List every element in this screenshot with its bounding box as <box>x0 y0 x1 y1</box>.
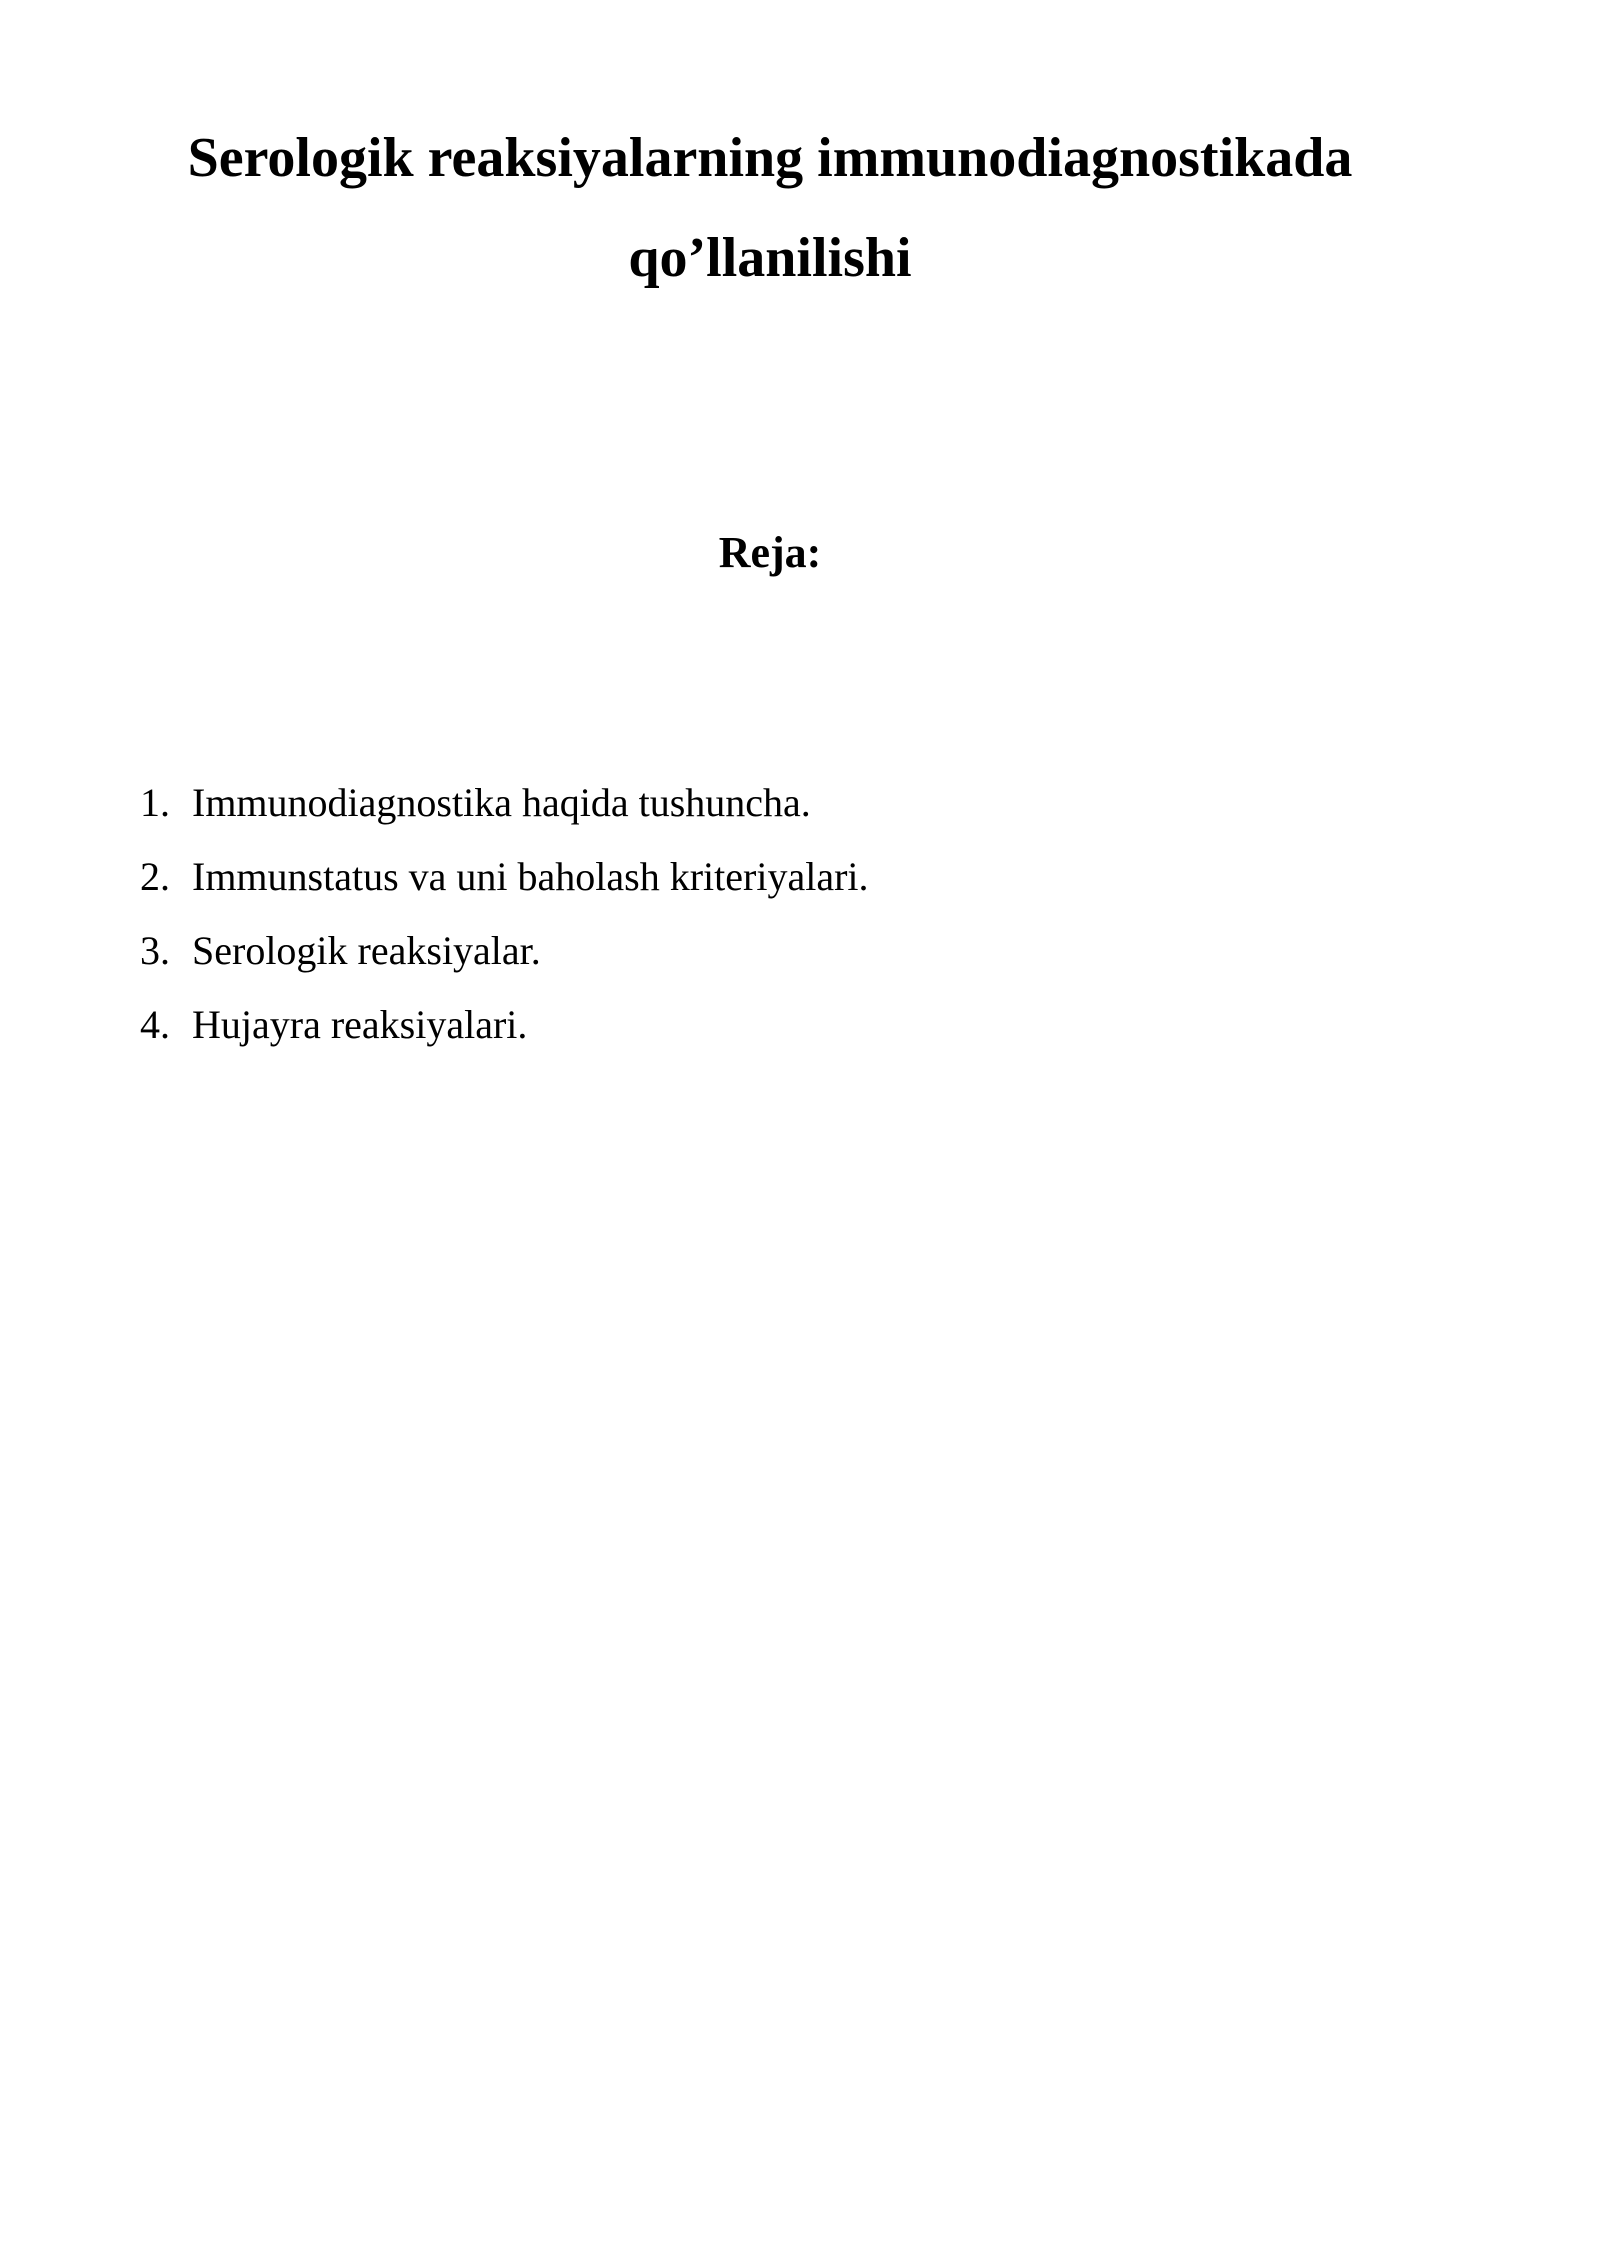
plan-heading: Reja: <box>718 528 822 577</box>
plan-item <box>140 766 1440 840</box>
plan-item-number: 1. <box>140 780 170 825</box>
plan-item <box>140 914 1440 988</box>
plan-item-number: 2. <box>140 854 170 899</box>
plan-item-text: Hujayra reaksiyalari. <box>192 1002 528 1047</box>
plan-item-text: Immunodiagnostika haqida tushuncha. <box>192 780 811 825</box>
plan-item-text: Immunstatus va uni baholash kriteriyalari. <box>192 854 869 899</box>
plan-item-text: Serologik reaksiyalar. <box>192 928 541 973</box>
title-line-2: qo’llanilishi <box>628 227 912 289</box>
plan-item-number: 4. <box>140 1002 170 1047</box>
plan-item-number: 3. <box>140 928 170 973</box>
plan-item <box>140 840 1440 914</box>
plan-item <box>140 988 1440 1062</box>
plan-list <box>140 766 1440 1062</box>
document-title <box>130 108 1410 308</box>
title-line-1: Serologik reaksiyalarning immunodiagnostikada <box>187 127 1353 189</box>
